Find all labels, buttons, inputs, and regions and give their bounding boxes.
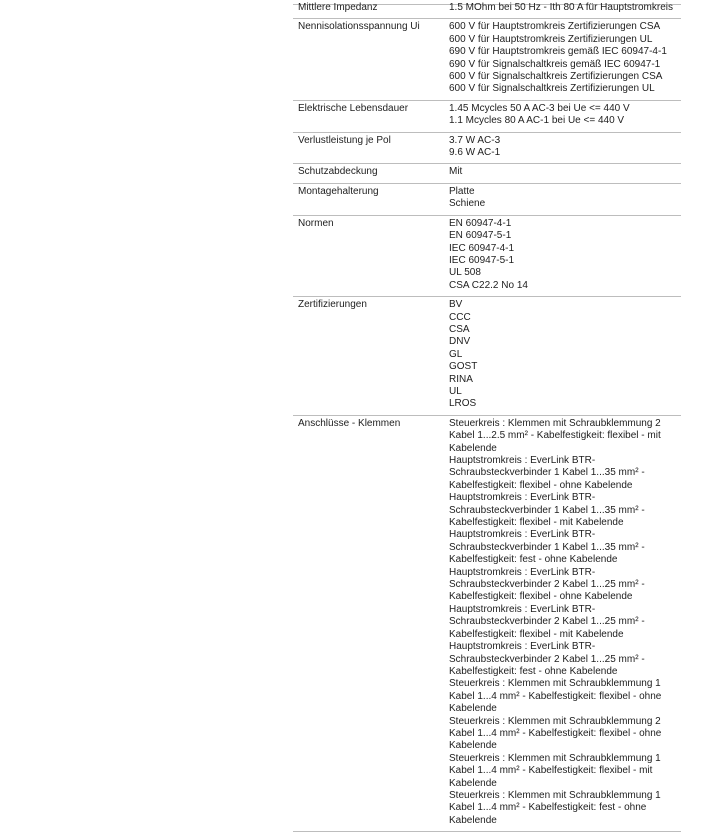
row-label: Verlustleistung je Pol [298, 134, 391, 146]
row-value: 1.1 Mcycles 80 A AC-1 bei Ue <= 440 V [449, 115, 625, 127]
row-value: 1.5 MOhm bei 50 Hz - Ith 80 A für Hauptstromkreis [449, 2, 673, 13]
row-label: Normen [298, 217, 334, 229]
row-value: 9.6 W AC-1 [449, 147, 501, 159]
row-label: Schutzabdeckung [298, 166, 378, 178]
table-row [293, 100, 681, 132]
row-value-cell [449, 19, 681, 100]
table-row [293, 19, 681, 100]
row-value: IEC 60947-5-1 [449, 254, 515, 266]
row-value: 1.45 Mcycles 50 A AC-3 bei Ue <= 440 V [449, 102, 630, 114]
row-value: Hauptstromkreis : EverLink BTR-Schraubsteckverbinder 1 Kabel 1...35 mm² - Kabelfestigkeit: flexibel - mit Kabelende [449, 492, 645, 529]
row-label: Nennisolationsspannung Ui [298, 21, 420, 33]
row-value-cell [449, 183, 681, 215]
row-value: Steuerkreis : Klemmen mit Schraubklemmung 1 Kabel 1...4 mm² - Kabelfestigkeit: flexibel - mit Kabelende [449, 752, 661, 789]
row-value: Hauptstromkreis : EverLink BTR-Schraubsteckverbinder 1 Kabel 1...35 mm² - Kabelfestigkeit: flexibel - ohne Kabelende [449, 455, 645, 491]
row-value: Steuerkreis : Klemmen mit Schraubklemmung 1 Kabel 1...4 mm² - Kabelfestigkeit: flexibel - ohne Kabelende [449, 678, 662, 715]
row-value: Mit [449, 166, 463, 178]
row-label: Anschlüsse - Klemmen [298, 417, 401, 429]
row-value: 600 V für Signalschaltkreis Zertifizierungen UL [449, 83, 655, 95]
table-row [293, 415, 681, 831]
row-value: 600 V für Hauptstromkreis Zertifizierungen UL [449, 33, 653, 45]
table-row [293, 297, 681, 416]
row-value: CSA [449, 323, 470, 335]
row-value: RINA [449, 373, 473, 385]
row-value: Platte [449, 185, 475, 197]
row-value: UL [449, 385, 462, 397]
spec-table [293, 0, 681, 832]
row-value-cell [449, 164, 681, 183]
row-value: Steuerkreis : Klemmen mit Schraubklemmung 1 Kabel 1...4 mm² - Kabelfestigkeit: fest - ohne Kabelende [449, 789, 661, 826]
row-value: Hauptstromkreis : EverLink BTR-Schraubsteckverbinder 1 Kabel 1...35 mm² - Kabelfestigkeit: fest - ohne Kabelende [449, 529, 645, 566]
row-value: 690 V für Signalschaltkreis gemäß IEC 60947-1 [449, 58, 661, 70]
row-value: Hauptstromkreis : EverLink BTR-Schraubsteckverbinder 2 Kabel 1...25 mm² - Kabelfestigkeit: fest - ohne Kabelende [449, 641, 645, 677]
row-value: 3.7 W AC-3 [449, 134, 501, 146]
row-value: DNV [449, 336, 471, 348]
row-label: Elektrische Lebensdauer [298, 102, 409, 114]
row-label: Zertifizierungen [298, 299, 367, 311]
table-row [293, 0, 681, 19]
row-value: EN 60947-5-1 [449, 230, 512, 242]
row-value: Schiene [449, 198, 486, 210]
row-value: Steuerkreis : Klemmen mit Schraubklemmung 2 Kabel 1...2.5 mm² - Kabelfestigkeit: flexibel - mit Kabelende [449, 417, 661, 454]
row-value-cell [449, 100, 681, 132]
spec-table-body [293, 0, 681, 832]
row-value: Steuerkreis : Klemmen mit Schraubklemmung 2 Kabel 1...4 mm² - Kabelfestigkeit: flexibel - ohne Kabelende [449, 715, 662, 752]
row-value-cell [449, 215, 681, 296]
row-value: Hauptstromkreis : EverLink BTR-Schraubsteckverbinder 2 Kabel 1...25 mm² - Kabelfestigkeit: flexibel - mit Kabelende [449, 603, 645, 640]
row-value: CSA C22.2 No 14 [449, 279, 528, 291]
table-row [293, 215, 681, 296]
row-label: Mittlere Impedanz [298, 2, 378, 13]
row-value-cell [449, 415, 681, 831]
row-value: 600 V für Signalschaltkreis Zertifizierungen CSA [449, 71, 663, 83]
row-value: GL [449, 348, 463, 360]
table-row [293, 132, 681, 164]
row-value-cell [449, 297, 681, 416]
row-value: UL 508 [449, 267, 481, 279]
row-value-cell [449, 0, 681, 19]
row-value: 690 V für Hauptstromkreis gemäß IEC 60947-4-1 [449, 46, 667, 58]
row-value: CCC [449, 311, 471, 323]
table-row [293, 183, 681, 215]
row-value: IEC 60947-4-1 [449, 242, 515, 254]
row-value: 600 V für Hauptstromkreis Zertifizierungen CSA [449, 21, 661, 33]
row-value: BV [449, 299, 463, 311]
row-value: Hauptstromkreis : EverLink BTR-Schraubsteckverbinder 2 Kabel 1...25 mm² - Kabelfestigkeit: flexibel - ohne Kabelende [449, 566, 645, 603]
row-label: Montagehalterung [298, 185, 379, 197]
row-value: LROS [449, 398, 477, 410]
row-value: GOST [449, 361, 478, 373]
row-value-cell [449, 132, 681, 164]
table-row [293, 164, 681, 183]
row-value: EN 60947-4-1 [449, 217, 512, 229]
